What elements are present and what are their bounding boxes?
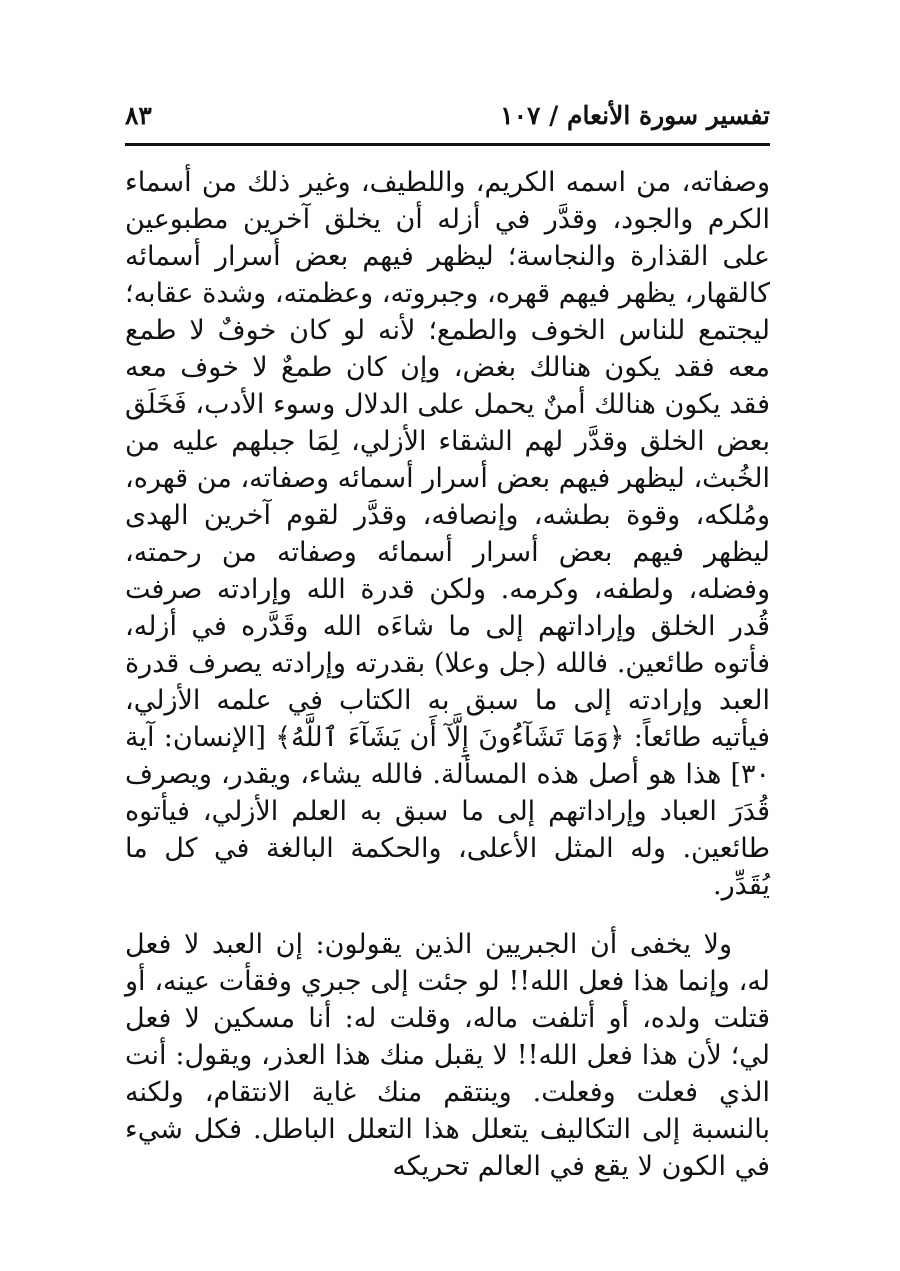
body-text — [125, 164, 770, 1185]
paragraph-1: وصفاته، من اسمه الكريم، واللطيف، وغير ذلك من أسماء الكرم والجود، وقدَّر في أزله أن يخلق آخرين مطبوعين على القذارة والنجاسة؛ ليظهر فيهم بعض أسرار أسمائه كالقهار، يظهر فيهم قهره، وجبروته، وعظمته، وشدة عقابه؛ ليجتمع للناس الخوف والطمع؛ لأنه لو كان خوفٌ لا طمع معه فقد يكون هنالك بغض، وإن كان طمعٌ لا خوف معه فقد يكون هنالك أمنٌ يحمل على الدلال وسوء الأدب، فَخَلَق بعض الخلق وقدَّر لهم الشقاء الأزلي، لِمَا جبلهم عليه من الخُبث، ليظهر فيهم بعض أسرار أسمائه وصفاته، من قهره، ومُلكه، وقوة بطشه، وإنصافه، وقدَّر لقوم آخرين الهدى ليظهر فيهم بعض أسرار أسمائه وصفاته من رحمته، وفضله، ولطفه، وكرمه. ولكن قدرة الله وإرادته صرفت قُدر الخلق وإراداتهم إلى ما شاءَه الله وقَدَّره في أزله، فأتوه طائعين. فالله (جل وعلا) بقدرته وإرادته يصرف قدرة العبد وإرادته إلى ما سبق به الكتاب في علمه الأزلي، فيأتيه طائعاً: ﴿وَمَا تَشَآءُونَ إِلَّآ أَن يَشَآءَ ٱللَّهُ﴾ [الإنسان: آية ٣٠] هذا هو أصل هذه المسألة. فالله يشاء، ويقدر، ويصرف قُدَرَ العباد وإراداتهم إلى ما سبق به العلم الأزلي، فيأتوه طائعين. وله المثل الأعلى، والحكمة البالغة في كل ما يُقَدِّر. — [125, 167, 770, 901]
paragraph-2: ولا يخفى أن الجبريين الذين يقولون: إن العبد لا فعل له، وإنما هذا فعل الله!! لو جئت إلى جبري وفقأت عينه، أو قتلت ولده، أو أتلفت ماله، وقلت له: أنا مسكين لا فعل لي؛ لأن هذا فعل الله!! لا يقبل منك هذا العذر، ويقول: أنت الذي فعلت وفعلت. وينتقم منك غاية الانتقام، ولكنه بالنسبة إلى التكاليف يتعلل هذا التعلل الباطل. فكل شيء في الكون لا يقع في العالم تحريكه — [125, 929, 770, 1182]
page-header — [125, 95, 770, 146]
page-number: ٨٣ — [125, 101, 152, 130]
book-page — [125, 95, 770, 1195]
running-title: تفسير سورة الأنعام / ١٠٧ — [500, 101, 770, 130]
